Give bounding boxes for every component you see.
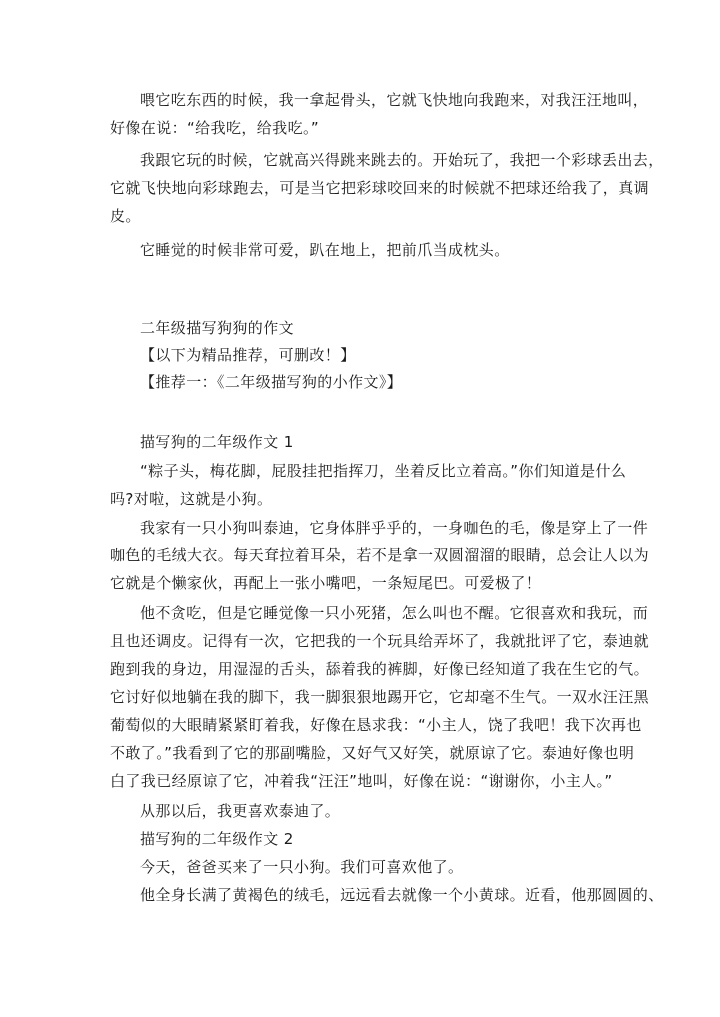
- paragraph-line: 好像在说：“给我吃，给我吃。”: [110, 119, 320, 137]
- essay-title: 描写狗的二年级作文 2: [140, 830, 294, 848]
- note-line: 【以下为精品推荐，可删改！】: [140, 346, 356, 364]
- paragraph-line: 他全身长满了黄褐色的绒毛，远远看去就像一个小黄球。近看，他那圆圆的、: [140, 886, 664, 904]
- paragraph-line: 且也还调皮。记得有一次，它把我的一个玩具给弄坏了，我就批评了它，泰迪就: [110, 632, 650, 650]
- paragraph-line: 它就飞快地向彩球跑去，可是当它把彩球咬回来的时候就不把球还给我了，真调: [110, 179, 650, 197]
- essay-title: 描写狗的二年级作文 1: [140, 433, 294, 451]
- paragraph-line: 吗?对啦，这就是小狗。: [110, 490, 273, 508]
- paragraph-line: 我家有一只小狗叫泰迪，它身体胖乎乎的，一身咖色的毛，像是穿上了一件: [140, 519, 649, 537]
- paragraph-line: 喂它吃东西的时候，我一拿起骨头，它就飞快地向我跑来，对我汪汪地叫，: [140, 91, 649, 109]
- paragraph-line: 从那以后，我更喜欢泰迪了。: [140, 802, 341, 820]
- paragraph-line: 今天，爸爸买来了一只小狗。我们可喜欢他了。: [140, 858, 464, 876]
- paragraph-line: 咖色的毛绒大衣。每天耷拉着耳朵，若不是拿一双圆溜溜的眼睛，总会让人以为: [110, 546, 650, 564]
- paragraph-line: 白了我已经原谅了它，冲着我“汪汪”地叫，好像在说：“谢谢你，小主人。”: [110, 772, 613, 790]
- paragraph-line: 我跟它玩的时候，它就高兴得跳来跳去的。开始玩了，我把一个彩球丢出去，: [140, 151, 664, 169]
- paragraph-line: “粽子头，梅花脚，屁股挂把指挥刀，坐着反比立着高。”你们知道是什么: [140, 462, 627, 480]
- paragraph-line: 跑到我的身边，用湿湿的舌头，舔着我的裤脚，好像已经知道了我在生它的气。: [110, 660, 650, 678]
- paragraph-line: 它就是个懒家伙，再配上一张小嘴吧，一条短尾巴。可爱极了！: [110, 574, 542, 592]
- paragraph-line: 葡萄似的大眼睛紧紧盯着我，好像在恳求我：“小主人，饶了我吧！我下次再也: [110, 716, 642, 734]
- paragraph-line: 它讨好似地躺在我的脚下，我一脚狠狠地踢开它，它却毫不生气。一双水汪汪黑: [110, 688, 650, 706]
- paragraph-line: 不敢了。”我看到了它的那副嘴脸，又好气又好笑，就原谅了它。泰迪好像也明: [110, 744, 635, 762]
- section-title: 二年级描写狗狗的作文: [140, 319, 295, 337]
- recommend-heading: 【推荐一：《二年级描写狗的小作文》】: [140, 373, 403, 391]
- paragraph-line: 他不贪吃，但是它睡觉像一只小死猪，怎么叫也不醒。它很喜欢和我玩，而: [140, 604, 649, 622]
- paragraph-line: 它睡觉的时候非常可爱，趴在地上，把前爪当成枕头。: [140, 241, 510, 259]
- paragraph-line: 皮。: [110, 207, 141, 225]
